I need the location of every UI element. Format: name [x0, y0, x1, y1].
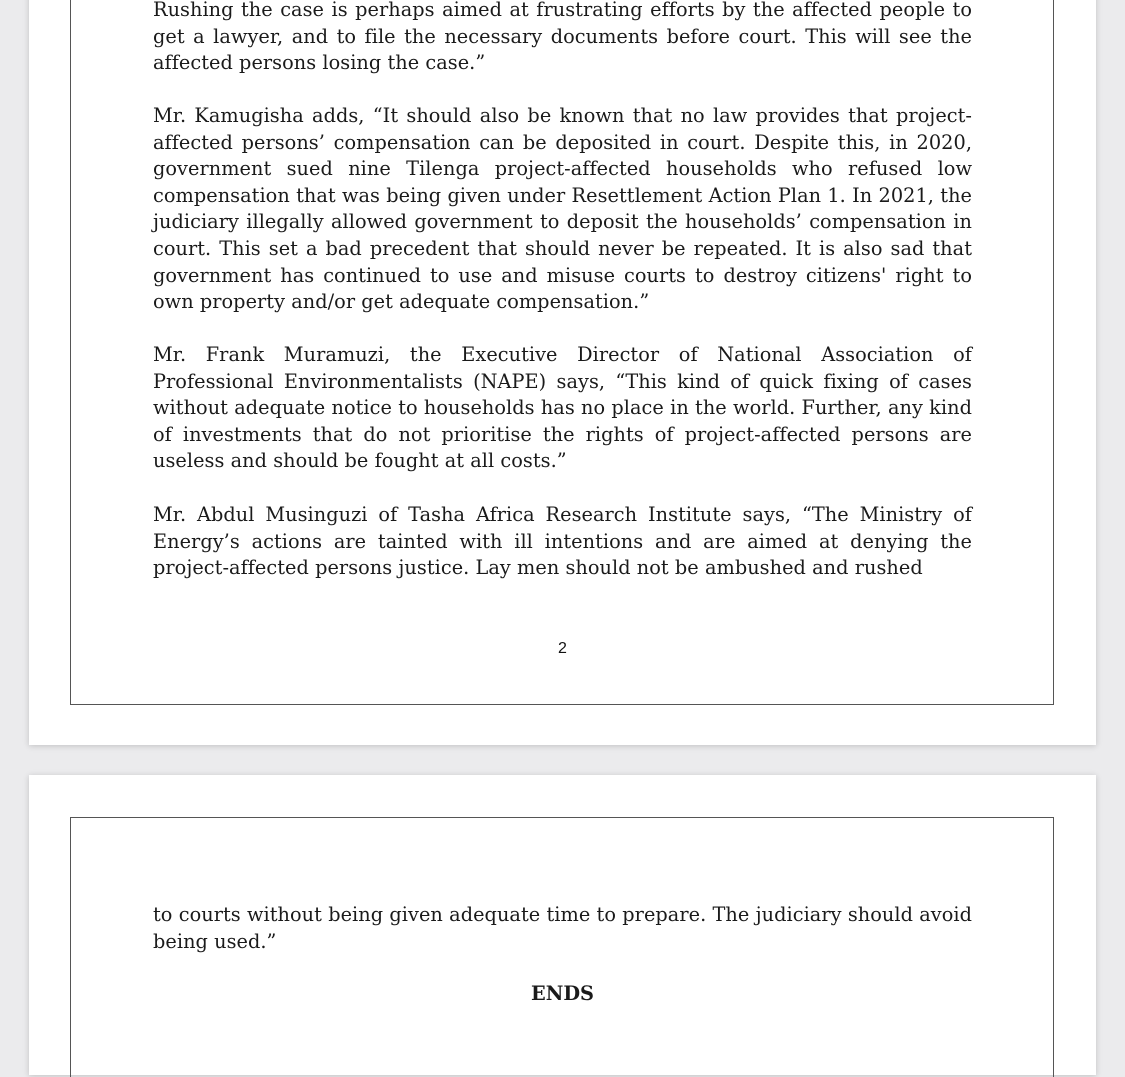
page-number: 2	[558, 640, 567, 657]
paragraph-muramuzi-quote: Mr. Frank Muramuzi, the Executive Director of National Association of Professional Environmentalists (NAPE) says, “This kind of quick fixing of cases without adequate notice to households has no place in the world. Further, any kind of investments that do not prioritise the rights of project-affected persons are useless and should be fought at all costs.”	[153, 343, 972, 473]
paragraph-kamugisha-quote: Mr. Kamugisha adds, “It should also be known that no law provides that project-affected persons’ compensation can be deposited in court. Despite this, in 2020, government sued nine Tilenga project-affected households who refused low compensation that was being given under Resettlement Action Plan 1. In 2021, the judiciary illegally allowed government to deposit the households’ compensation in court. This set a bad precedent that should never be repeated. It is also sad that government has continued to use and misuse courts to destroy citizens' right to own property and/or get adequate compensation.”	[153, 104, 972, 314]
paragraph-musinguzi-quote: Mr. Abdul Musinguzi of Tasha Africa Research Institute says, “The Ministry of Energy’s actions are tainted with ill intentions and are aimed at denying the project-affected persons justice. Lay men should not be ambushed and rushed	[153, 503, 972, 580]
paragraph-rushing-case: Rushing the case is perhaps aimed at frustrating efforts by the affected people to get a lawyer, and to file the necessary documents before court. This will see the affected persons losing the case.”	[153, 0, 972, 75]
closing-ends-marker: ENDS	[531, 982, 594, 1005]
document-page-2	[29, 0, 1096, 745]
paragraph-musinguzi-continued: to courts without being given adequate time to prepare. The judiciary should avoid being used.”	[153, 903, 972, 953]
document-page-3	[29, 775, 1096, 1075]
